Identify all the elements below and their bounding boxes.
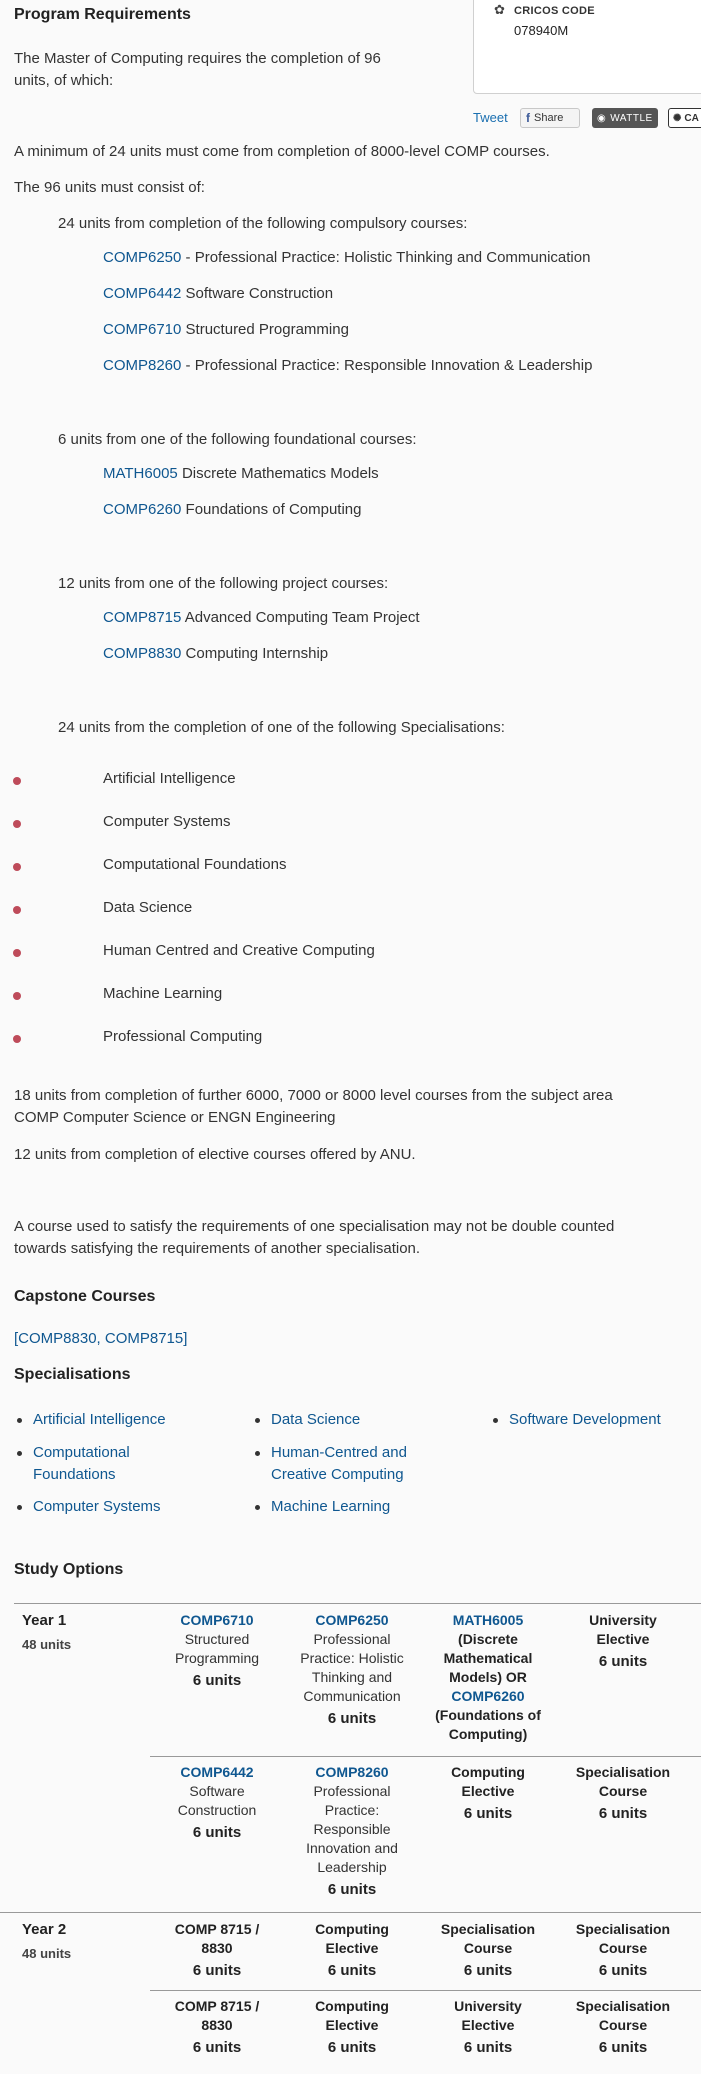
specialisation-item: Human Centred and Creative Computing (103, 942, 375, 959)
specialisation-link-data-science[interactable]: Data Science (271, 1411, 361, 1428)
facebook-icon: f (526, 111, 530, 125)
cell-text: Computing) (448, 1726, 528, 1742)
table-cell (558, 1763, 688, 1823)
bullet-icon (17, 1451, 22, 1456)
cell-text: Specialisation (440, 1921, 536, 1937)
intro-line-2: units, of which: (14, 72, 114, 89)
table-cell (287, 1763, 417, 1899)
cricos-label: CRICOS CODE (514, 5, 595, 17)
wattle-label: WATTLE (610, 112, 653, 124)
cell-text: Elective (461, 2017, 515, 2033)
cell-text: 8830 (201, 1940, 233, 1956)
cell-units: 6 units (598, 1805, 648, 1822)
course-code-link[interactable]: COMP6710 (103, 321, 182, 338)
tweet-link[interactable]: Tweet (473, 110, 508, 125)
cell-units: 6 units (598, 1962, 648, 1979)
table-cell (423, 1997, 553, 2057)
cell-text: Specialisation (575, 1998, 671, 2014)
course-code-link[interactable]: COMP6250 (103, 249, 182, 266)
bullet-icon (255, 1451, 260, 1456)
specialisation-link-computational-foundations-cont[interactable]: Foundations (33, 1466, 116, 1483)
bullet-icon (493, 1418, 498, 1423)
cell-units: 6 units (463, 1962, 513, 1979)
facebook-share-button[interactable] (520, 108, 580, 128)
course-code-link[interactable]: COMP8830 (103, 645, 182, 662)
further-units-line-2: COMP Computer Science or ENGN Engineering (14, 1109, 336, 1126)
specialisation-link-human-centred-cont[interactable]: Creative Computing (271, 1466, 404, 1483)
specialisation-link-software-development[interactable]: Software Development (509, 1411, 661, 1428)
course-code-link[interactable]: MATH6005 (452, 1612, 524, 1628)
compulsory-title: 24 units from completion of the following compulsory courses: (58, 215, 468, 232)
course-code-link[interactable]: COMP6260 (451, 1688, 525, 1704)
cell-text: Elective (461, 1783, 515, 1799)
elective-units-text: 12 units from completion of elective courses offered by ANU. (14, 1146, 416, 1163)
course-code-link[interactable]: COMP6442 (103, 285, 182, 302)
table-cell (423, 1920, 553, 1980)
share-label: Share (534, 112, 564, 124)
course-name: Software Construction (185, 285, 334, 302)
intro-line-1: The Master of Computing requires the completion of 96 (14, 50, 381, 67)
course-name: Professional Practice: Holistic Thinking and Communication (194, 249, 591, 266)
course-code-link[interactable]: COMP6442 (180, 1764, 254, 1780)
cell-text: COMP 8715 / (174, 1921, 260, 1937)
cell-units: 6 units (463, 1805, 513, 1822)
capstone-heading: Capstone Courses (14, 1288, 156, 1305)
cell-units: 6 units (192, 1824, 242, 1841)
cell-units: 6 units (192, 2039, 242, 2056)
cell-text: Course (598, 1783, 648, 1799)
course-line (103, 645, 328, 662)
cell-text: University (589, 1612, 657, 1628)
gear-icon: ✿ (494, 2, 505, 17)
table-cell (558, 1920, 688, 1980)
course-line (103, 465, 379, 482)
cell-text: Thinking and (311, 1669, 393, 1685)
course-sep: - (181, 357, 195, 374)
specialisation-item: Artificial Intelligence (103, 770, 236, 787)
bullet-icon (255, 1505, 260, 1510)
cell-text: Course (598, 1940, 648, 1956)
table-divider (0, 1912, 701, 1913)
cell-text: Course (463, 1940, 513, 1956)
cell-text: Communication (303, 1688, 401, 1704)
course-name: Discrete Mathematics Models (181, 465, 379, 482)
cell-text: Computing (315, 1998, 389, 2014)
capstone-courses-link[interactable]: [COMP8830, COMP8715] (14, 1330, 188, 1347)
table-cell (558, 1997, 688, 2057)
table-cell (287, 1997, 417, 2057)
program-requirements-heading: Program Requirements (14, 6, 191, 23)
table-cell (152, 1997, 282, 2057)
further-units-line-1: 18 units from completion of further 6000, 7000 or 8000 level courses from the subject area (14, 1087, 613, 1104)
double-count-note-1: A course used to satisfy the requirements of one specialisation may not be double counted (14, 1218, 615, 1235)
bullet-icon (255, 1418, 260, 1423)
cell-units: 6 units (463, 2039, 513, 2056)
spinner-icon: ✺ (673, 112, 682, 124)
course-code-link[interactable]: COMP6710 (180, 1612, 254, 1628)
cell-text: Computing (451, 1764, 525, 1780)
wattle-icon: ◉ (597, 112, 607, 124)
course-code-link[interactable]: COMP8260 (315, 1764, 389, 1780)
cricos-code: 078940M (514, 23, 569, 38)
course-name: Foundations of Computing (185, 501, 362, 518)
cell-units: 6 units (192, 1962, 242, 1979)
course-name: Advanced Computing Team Project (184, 609, 420, 626)
specialisation-item: Computer Systems (103, 813, 231, 830)
cell-text: Models) OR (449, 1669, 527, 1685)
bullet-icon (13, 906, 21, 914)
specialisation-item: Machine Learning (103, 985, 223, 1002)
ca-button[interactable] (668, 108, 701, 128)
table-divider (150, 1990, 701, 1991)
cell-text: Construction (177, 1802, 257, 1818)
cell-text: Practice: (324, 1802, 380, 1818)
course-line (103, 501, 362, 518)
course-name: Computing Internship (185, 645, 329, 662)
cell-text: Professional (313, 1783, 391, 1799)
specialisation-item: Computational Foundations (103, 856, 287, 873)
year-2-label: Year 2 (22, 1921, 67, 1938)
specialisation-req-title: 24 units from the completion of one of the following Specialisations: (58, 719, 505, 736)
ca-label: CA (684, 112, 699, 124)
cell-units: 6 units (598, 1653, 648, 1670)
cricos-box (473, 0, 701, 94)
course-line (103, 321, 349, 338)
table-cell (152, 1763, 282, 1842)
bullet-icon (13, 949, 21, 957)
table-cell (152, 1611, 282, 1690)
cell-text: Specialisation (575, 1921, 671, 1937)
study-options-heading: Study Options (14, 1561, 124, 1578)
cell-units: 6 units (327, 1710, 377, 1727)
table-divider (150, 1756, 701, 1757)
table-divider (14, 1603, 701, 1604)
cell-text: 8830 (201, 2017, 233, 2033)
cell-text: Professional (313, 1631, 391, 1647)
bullet-icon (17, 1505, 22, 1510)
cell-text: Structured (184, 1631, 250, 1647)
bullet-icon (13, 992, 21, 1000)
foundational-title: 6 units from one of the following foundational courses: (58, 431, 417, 448)
course-line (103, 357, 592, 374)
specialisation-item: Professional Computing (103, 1028, 263, 1045)
consist-text: The 96 units must consist of: (14, 179, 205, 196)
cell-text: (Discrete (458, 1631, 518, 1647)
bullet-icon (13, 1035, 21, 1043)
table-cell (423, 1763, 553, 1823)
project-title: 12 units from one of the following project courses: (58, 575, 389, 592)
year-1-units: 48 units (22, 1637, 72, 1652)
course-code-link[interactable]: MATH6005 (103, 465, 178, 482)
course-code-link[interactable]: COMP6250 (315, 1612, 389, 1628)
cell-text: COMP 8715 / (174, 1998, 260, 2014)
bullet-icon (13, 820, 21, 828)
specialisation-link-human-centred[interactable]: Human-Centred and (271, 1444, 407, 1461)
cell-text: Responsible (313, 1821, 391, 1837)
cell-text: Elective (325, 2017, 379, 2033)
bullet-icon (17, 1418, 22, 1423)
table-cell (287, 1611, 417, 1728)
bullet-icon (13, 777, 21, 785)
cell-text: Computing (315, 1921, 389, 1937)
cell-text: Elective (325, 1940, 379, 1956)
specialisation-link-ai[interactable]: Artificial Intelligence (33, 1411, 166, 1428)
minimum-units-text: A minimum of 24 units must come from completion of 8000-level COMP courses. (14, 143, 550, 160)
course-code-link[interactable]: COMP8260 (103, 357, 182, 374)
course-line (103, 285, 333, 302)
year-2-units: 48 units (22, 1946, 72, 1961)
cell-text: Programming (174, 1650, 260, 1666)
course-code-link[interactable]: COMP6260 (103, 501, 182, 518)
table-cell (423, 1611, 553, 1744)
cell-text: Innovation and (306, 1840, 398, 1856)
cell-text: Mathematical (443, 1650, 533, 1666)
double-count-note-2: towards satisfying the requirements of another specialisation. (14, 1240, 421, 1257)
cell-text: Course (598, 2017, 648, 2033)
cell-units: 6 units (192, 1672, 242, 1689)
cell-text: Practice: Holistic (300, 1650, 404, 1666)
specialisations-heading: Specialisations (14, 1366, 131, 1383)
cell-units: 6 units (598, 2039, 648, 2056)
cell-text: (Foundations of (435, 1707, 541, 1723)
year-1-label: Year 1 (22, 1612, 67, 1629)
cell-text: Specialisation (575, 1764, 671, 1780)
cell-text: University (454, 1998, 522, 2014)
cell-text: Leadership (317, 1859, 387, 1875)
cell-units: 6 units (327, 1881, 377, 1898)
table-cell (287, 1920, 417, 1980)
bullet-icon (13, 863, 21, 871)
course-code-link[interactable]: COMP8715 (103, 609, 182, 626)
cell-units: 6 units (327, 1962, 377, 1979)
specialisation-item: Data Science (103, 899, 193, 916)
cell-text: Elective (596, 1631, 650, 1647)
course-name: Professional Practice: Responsible Innovation & Leadership (194, 357, 593, 374)
table-cell (558, 1611, 688, 1671)
specialisation-link-machine-learning[interactable]: Machine Learning (271, 1498, 391, 1515)
course-sep: - (181, 249, 195, 266)
specialisation-link-computer-systems[interactable]: Computer Systems (33, 1498, 161, 1515)
course-line (103, 609, 420, 626)
course-name: Structured Programming (185, 321, 349, 338)
course-line (103, 249, 590, 266)
table-cell (152, 1920, 282, 1980)
specialisation-link-computational-foundations[interactable]: Computational (33, 1444, 130, 1461)
cell-text: Software (189, 1783, 245, 1799)
wattle-button[interactable] (592, 108, 658, 128)
cell-units: 6 units (327, 2039, 377, 2056)
